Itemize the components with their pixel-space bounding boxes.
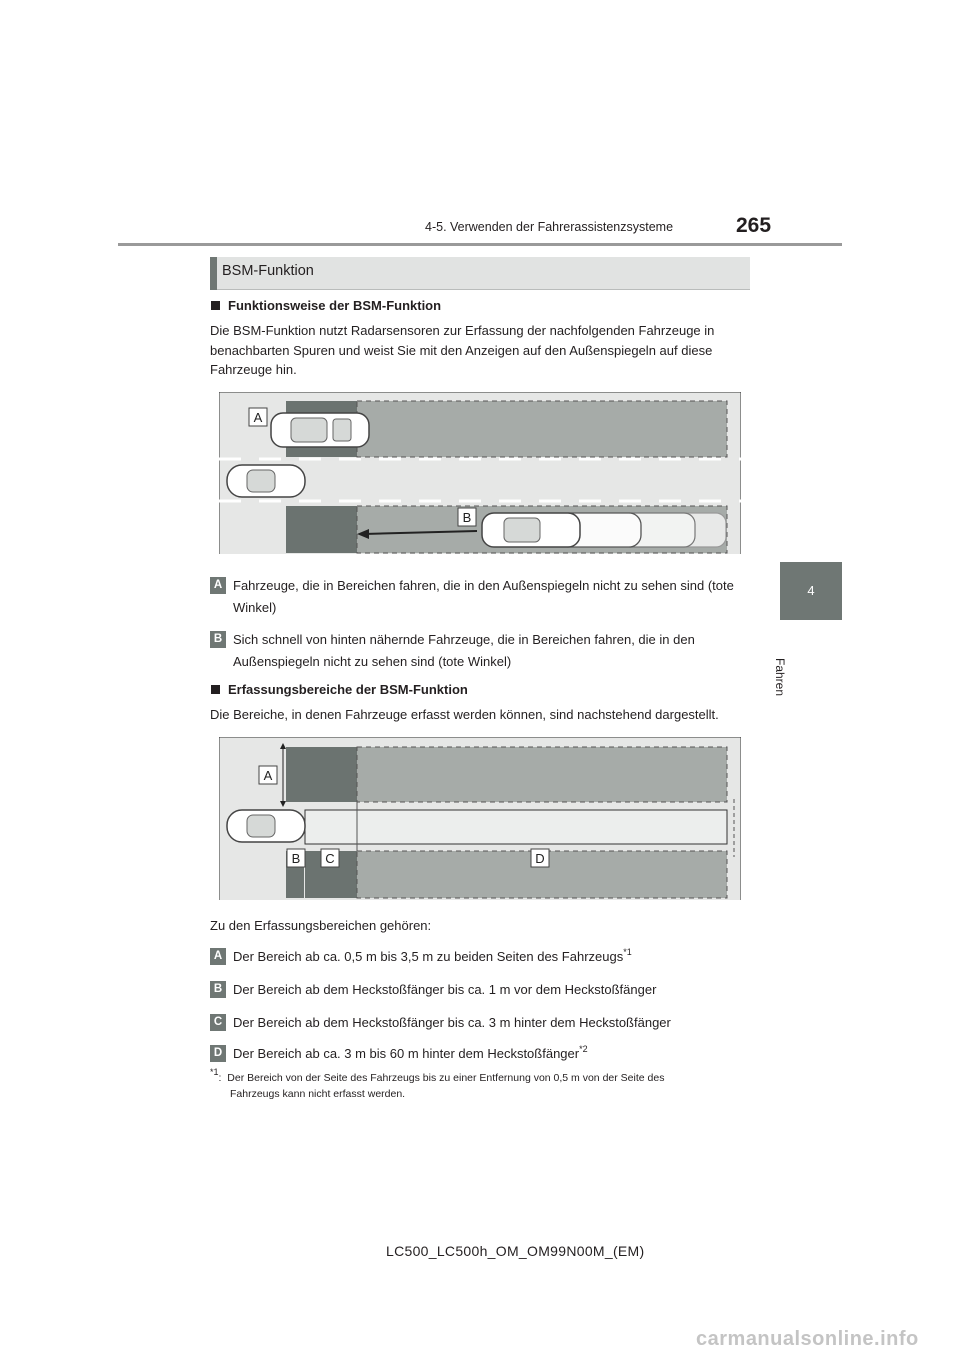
footnote-text: Der Bereich von der Seite des Fahrzeugs bis zu einer Entfernung von 0,5 m von der Seite des — [227, 1072, 665, 1084]
subheading-function-text: Funktionsweise der BSM-Funktion — [228, 298, 442, 313]
legend-item-line: Winkel) — [233, 600, 277, 615]
legend-item-line: Fahrzeuge, die in Bereichen fahren, die in den Außenspiegeln nicht zu sehen sind (tote — [233, 578, 734, 593]
own-lane-outline — [305, 810, 727, 844]
footnote-line — [210, 1067, 750, 1086]
legend-item-text — [233, 575, 753, 619]
figure-label-a: A — [253, 410, 263, 425]
legend-badge-a: A — [210, 577, 226, 594]
figure-label-c: C — [325, 851, 335, 866]
square-bullet-icon — [211, 685, 220, 694]
footnote-colon: : — [218, 1072, 222, 1084]
footnote-mark: *1 — [210, 1067, 219, 1077]
header-rule — [118, 243, 842, 246]
area-item-text — [233, 979, 753, 1001]
function-description — [210, 321, 750, 380]
area-item-description: Der Bereich ab ca. 0,5 m bis 3,5 m zu beiden Seiten des Fahrzeugs — [233, 949, 624, 964]
area-badge-c: C — [210, 1014, 226, 1031]
figure-label-b: B — [462, 510, 472, 525]
area-badge-a: A — [210, 948, 226, 965]
function-description-line: benachbarten Spuren und weist Sie mit den Anzeigen auf den Außenspiegeln auf diese — [210, 342, 713, 358]
area-item-text — [233, 946, 753, 968]
area-badge-d: D — [210, 1045, 226, 1062]
figure-label-b: B — [291, 851, 301, 866]
own-vehicle — [227, 810, 305, 842]
footnote-line: Fahrzeugs kann nicht erfasst werden. — [230, 1088, 406, 1100]
area-item-description: Der Bereich ab ca. 3 m bis 60 m hinter dem Heckstoßfänger — [233, 1046, 580, 1061]
legend-badge-b: B — [210, 631, 226, 648]
figure-label-a: A — [263, 768, 273, 783]
figure-bsm-operation — [219, 392, 741, 566]
function-description-line: Die BSM-Funktion nutzt Radarsensoren zur Erfassung der nachfolgenden Fahrzeuge in — [210, 323, 715, 338]
subheading-detection-areas-text: Erfassungsbereiche der BSM-Funktion — [228, 682, 468, 697]
area-item-text — [233, 1043, 753, 1065]
detection-areas-description: Die Bereiche, in denen Fahrzeuge erfasst werden können, sind nachstehend dargestellt. — [210, 707, 719, 722]
road-edge — [219, 554, 741, 566]
chapter-number: 4 — [807, 583, 815, 598]
legend-item-line: Sich schnell von hinten nähernde Fahrzeuge, die in Bereichen fahren, die in den — [233, 632, 695, 647]
square-bullet-icon — [211, 301, 220, 310]
page-number: 265 — [736, 214, 772, 237]
subheading-detection-areas — [211, 682, 468, 697]
figure-label-d: D — [535, 851, 545, 866]
function-description-line: Fahrzeuge hin. — [210, 362, 297, 377]
section-title: BSM-Funktion — [222, 263, 314, 279]
area-item-text — [233, 1012, 753, 1034]
document-code: LC500_LC500h_OM_OM99N00M_(EM) — [386, 1243, 645, 1259]
detection-areas-intro: Zu den Erfassungsbereichen gehören: — [210, 918, 432, 933]
figure-detection-areas — [219, 737, 741, 912]
section-title-accent — [210, 257, 217, 290]
watermark: carmanualsonline.info — [696, 1328, 919, 1350]
approach-zone-upper — [357, 401, 727, 457]
chapter-label: Fahren — [773, 658, 787, 697]
area-badge-b: B — [210, 981, 226, 998]
own-vehicle — [227, 465, 305, 497]
area-a-upper — [286, 747, 357, 802]
subheading-function — [211, 298, 441, 313]
car-in-blind-spot — [271, 413, 369, 447]
running-header: 4-5. Verwenden der Fahrerassistenzsysteme — [425, 220, 674, 234]
footnote-ref: *1 — [623, 947, 632, 957]
blind-spot-zone-lower — [286, 506, 357, 553]
area-item-description: Der Bereich ab dem Heckstoßfänger bis ca. 3 m hinter dem Heckstoßfänger — [233, 1015, 671, 1030]
legend-item-line: Außenspiegeln nicht zu sehen sind (tote Winkel) — [233, 654, 512, 669]
area-d-upper — [357, 747, 727, 802]
road-edge — [219, 900, 741, 912]
footnote — [210, 1067, 750, 1102]
legend-item-text — [233, 629, 753, 673]
footnote-ref: *2 — [579, 1044, 588, 1054]
area-item-description: Der Bereich ab dem Heckstoßfänger bis ca. 1 m vor dem Heckstoßfänger — [233, 982, 657, 997]
approaching-car-sequence — [482, 513, 726, 547]
